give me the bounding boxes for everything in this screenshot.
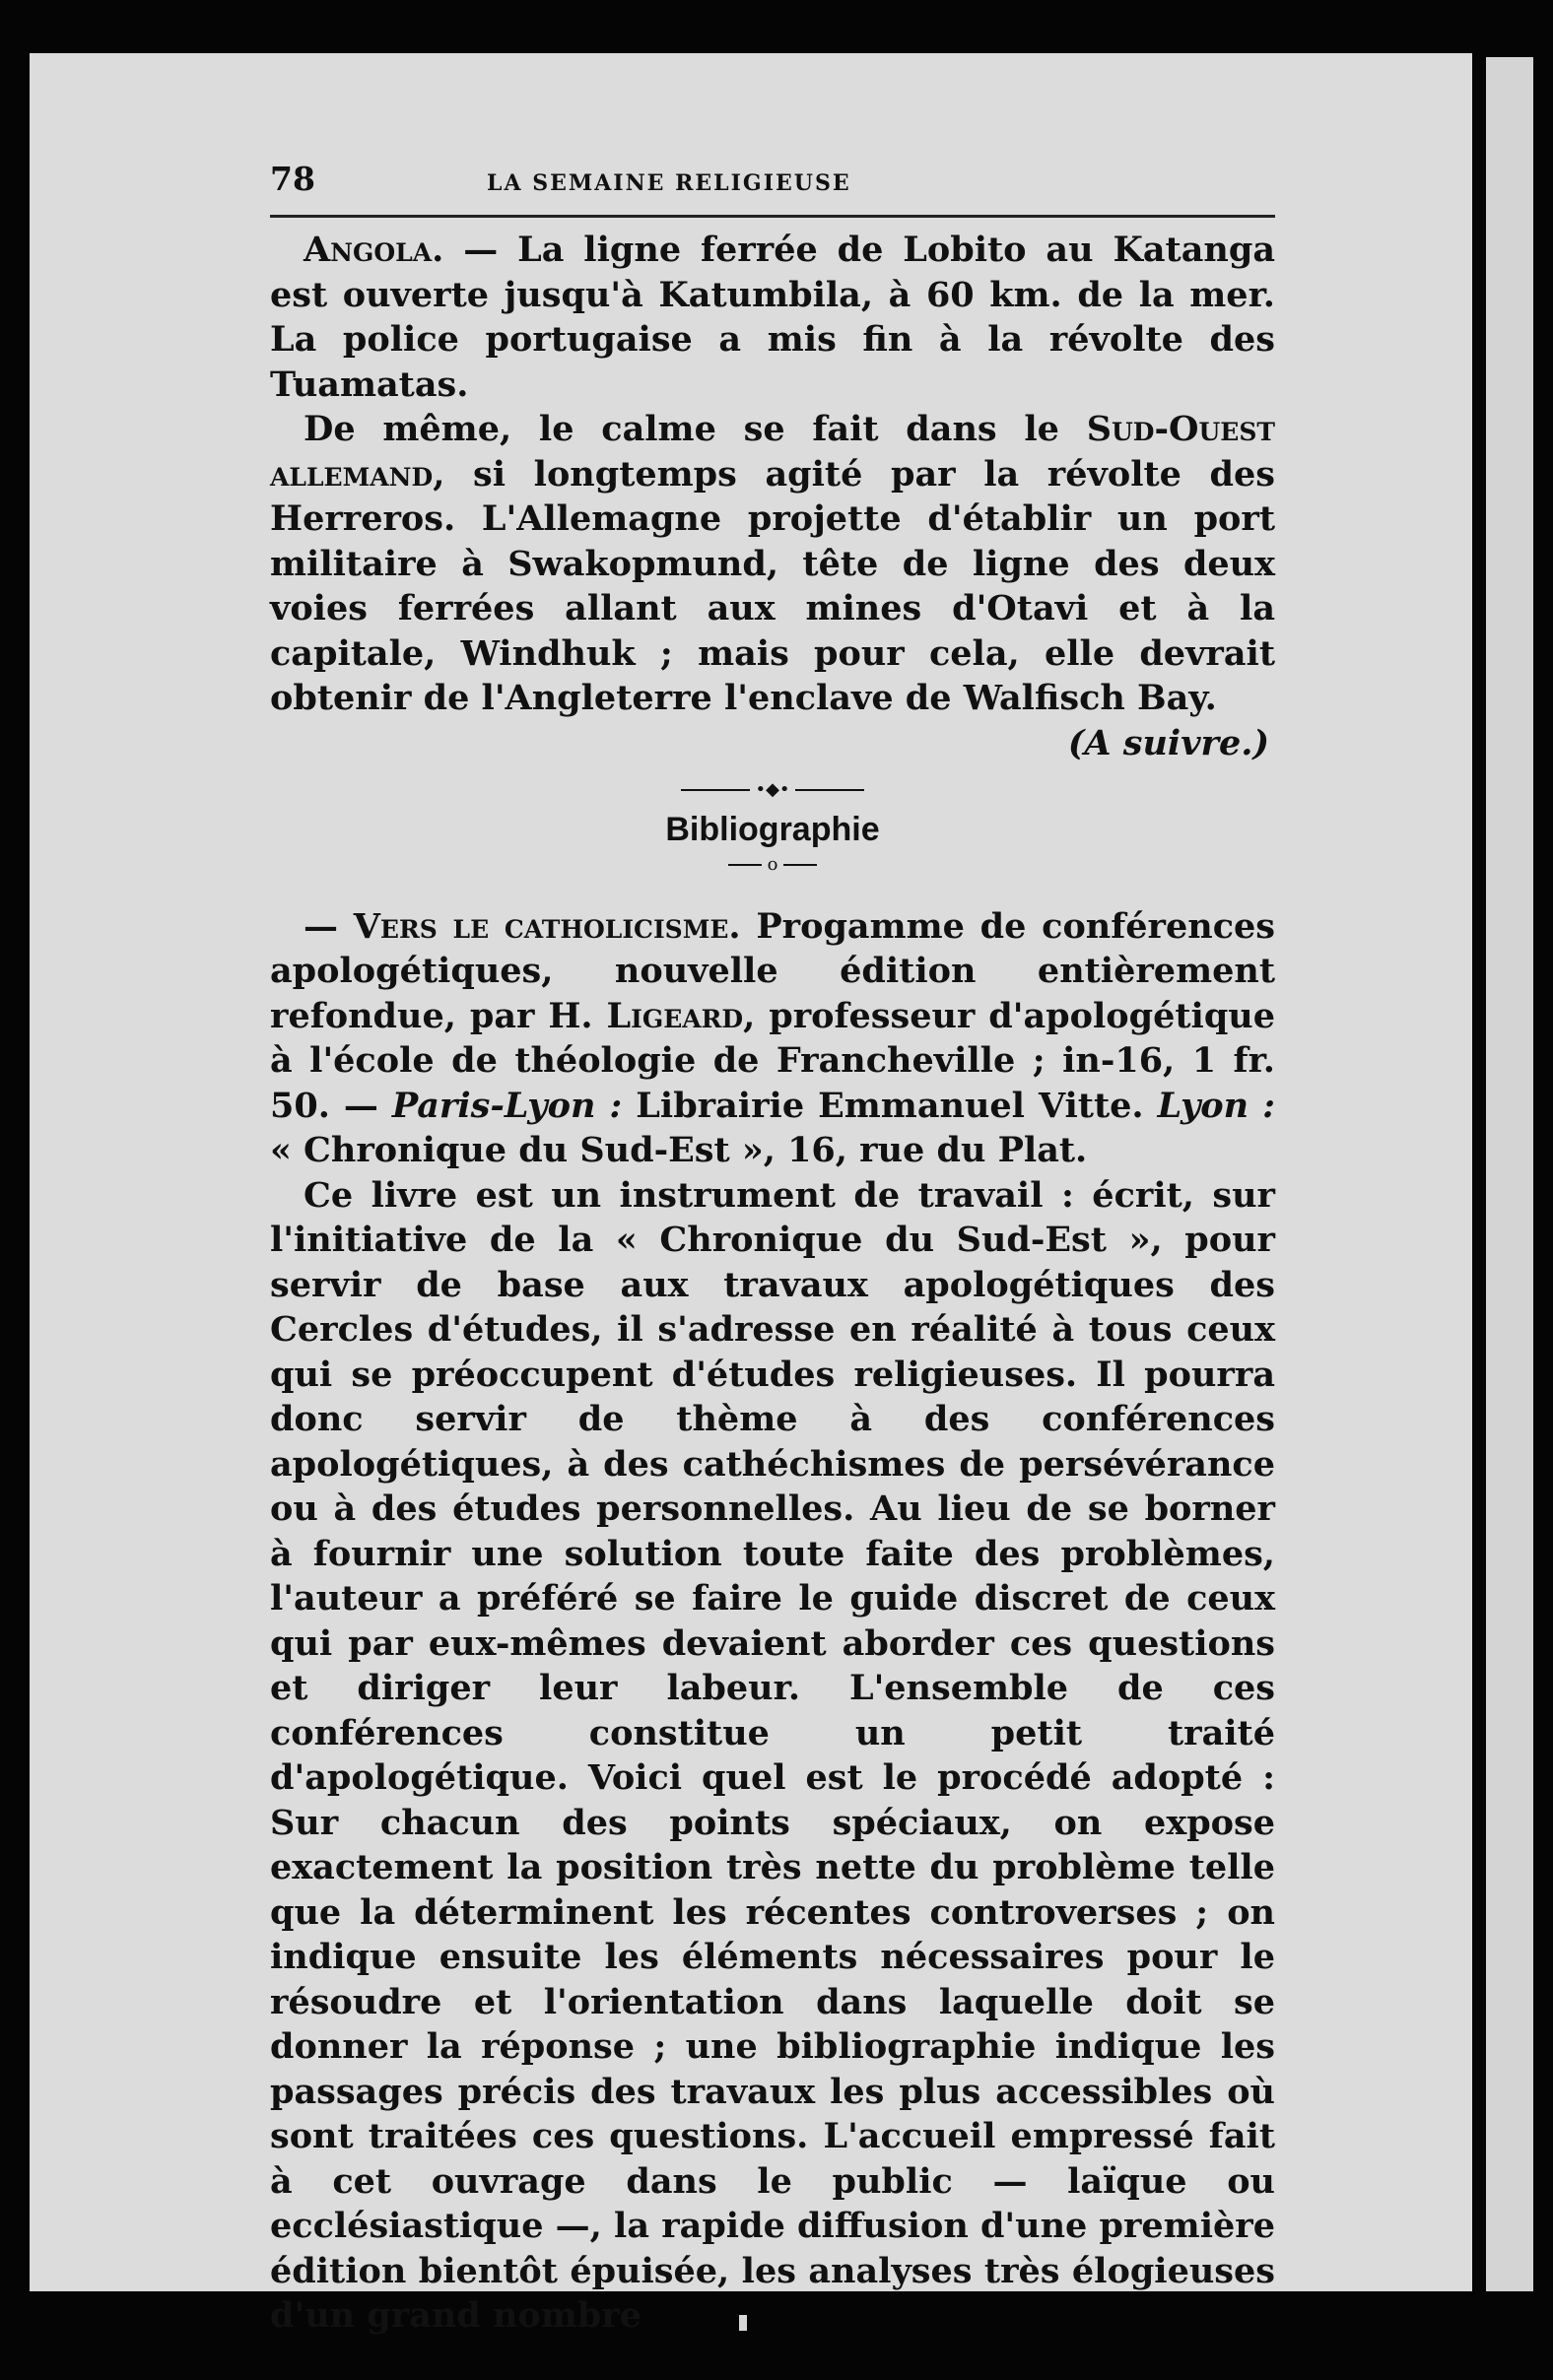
entry-place-2: Lyon : <box>1157 1085 1275 1126</box>
sud-ouest-before: De même, le calme se fait dans le <box>304 409 1087 449</box>
entry-place-1: Paris-Lyon : <box>391 1085 623 1126</box>
title-ornament <box>270 853 1275 877</box>
running-title: LA SEMAINE RELIGIEUSE <box>487 170 851 196</box>
section-ornament <box>270 780 1275 800</box>
entry-text-3: Librairie Emmanuel Vitte. <box>622 1085 1158 1126</box>
sud-ouest-label: Sud-Ouest allemand <box>270 409 1275 495</box>
title-ornament-line-right <box>783 864 817 866</box>
page-number: 78 <box>270 160 315 198</box>
entry-title: Vers le catholicisme. <box>353 905 741 947</box>
review-paragraph: Ce livre est un instrument de travail : écrit, sur l'initiative de la « Chronique du Sud-Est », pour servir de base aux travaux apologétiques des Cercles d'études, il s'adresse en réalité à tous ceux qui se préoccupent d'études religieuses. Il pourra donc servir de thème à des conférences apologétiques, à des cathéchismes de persévérance ou à des études personnelles. Au lieu de se borner à fournir une solution toute faite des problèmes, l'auteur a préféré se faire le guide discret de ceux qui par eux-mêmes devaient aborder ces questions et diriger leur labeur. L'ensemble de ces conférences constitue un petit traité d'apologétique. Voici quel est le procédé adopté : Sur chacun des points spéciaux, on expose exactement la position très nette du problème telle que la déterminent les récentes controverses ; on indique ensuite les éléments nécessaires pour le résoudre et l'orientation dans laquelle doit se donner la réponse ; une bibliographie indique les passages précis des travaux les plus accessibles où sont traitées ces questions. L'accueil empressé fait à cet ouvrage dans le public — laïque ou ecclésiastique —, la rapide diffusion d'une première édition bientôt épuisée, les analyses très élogieuses d'un grand nombre <box>270 1174 1275 2336</box>
title-ornament-circle-icon: o <box>767 853 778 875</box>
running-header <box>270 160 1275 218</box>
entry-text-4: « Chronique du Sud-Est », 16, rue du Plat. <box>270 1130 1088 1170</box>
bibliography-title: Bibliographie <box>665 810 880 848</box>
entry-dash: — <box>304 905 354 947</box>
angola-label: Angola. <box>304 230 444 270</box>
entry-text-1: Progamme de conférences apologétiques, nouvelle édition entièrement refondue, par H. <box>270 905 1275 1036</box>
adjacent-page-edge <box>1486 57 1533 2291</box>
page-content <box>270 160 1275 2339</box>
scan-speck <box>739 2315 747 2331</box>
scanned-page <box>30 53 1472 2336</box>
title-ornament-line-left <box>728 864 762 866</box>
entry-text-2: , professeur d'apologétique à l'école de théologie de Francheville ; in-16, 1 fr. 50. — <box>270 995 1276 1126</box>
sud-ouest-paragraph <box>270 407 1275 721</box>
sud-ouest-after: , si longtemps agité par la révolte des Herreros. L'Allemagne projette d'établir un port militaire à Swakopmund, tête de ligne des deux voies ferrées allant aux mines d'Otavi et à la capitale, Windhuk ; mais pour cela, elle devrait obtenir de l'Angleterre l'enclave de Walfisch Bay. <box>270 453 1275 718</box>
bibliography-entry <box>270 904 1275 1173</box>
a-suivre: (A suivre.) <box>1067 722 1269 763</box>
ornament-line-left <box>681 789 750 791</box>
angola-paragraph <box>270 228 1275 407</box>
ornament-line-right <box>795 789 864 791</box>
angola-text: — La ligne ferrée de Lobito au Katanga est ouverte jusqu'à Katumbila, à 60 km. de la mer. La police portugaise a mis fin à la révolte des Tuamatas. <box>270 230 1275 405</box>
entry-author: Ligeard <box>606 995 744 1036</box>
ornament-diamond-icon: •◆• <box>755 778 790 800</box>
